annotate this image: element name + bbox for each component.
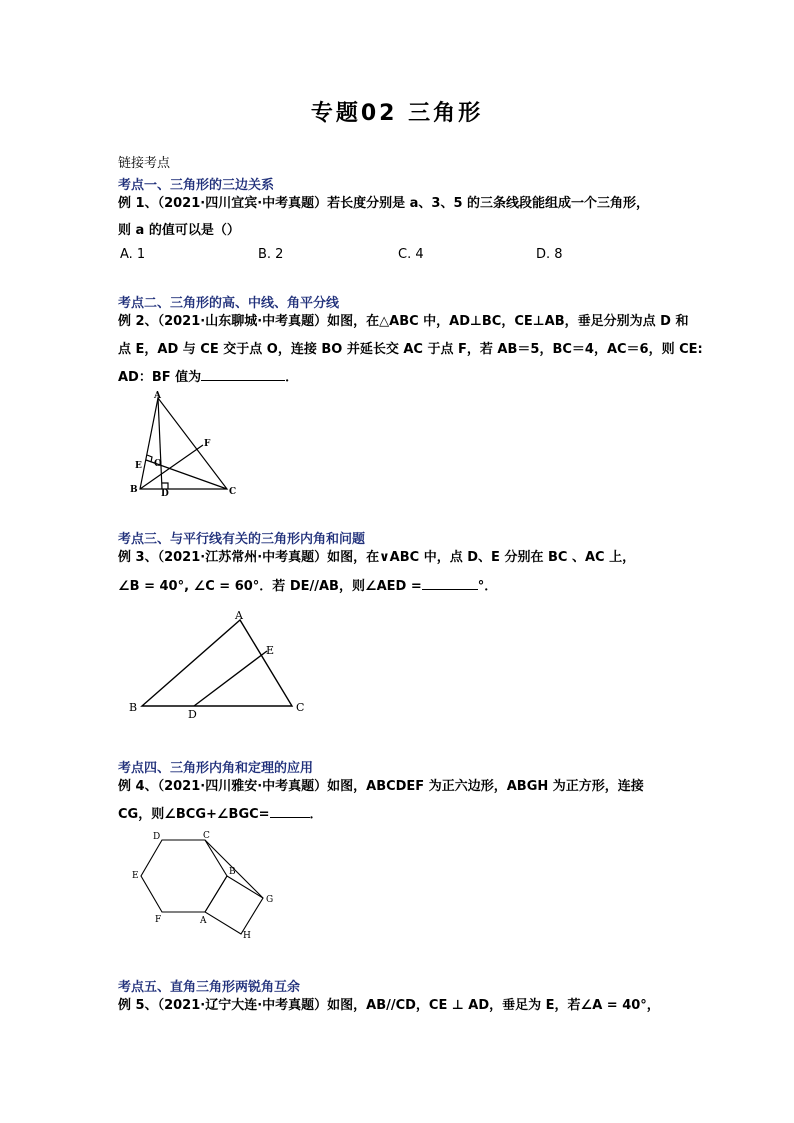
example-2-line3-text: AD：BF 值为 [118,370,202,385]
label-b: B [130,485,138,495]
section-2-heading: 考点二、三角形的高、中线、角平分线 [118,296,340,311]
label-e-3: E [266,644,275,657]
label-d: D [161,489,169,499]
label-d-4: D [153,832,161,842]
intro-label: 链接考点 [118,156,171,171]
section-1-heading: 考点一、三角形的三边关系 [118,178,275,193]
label-c-3: C [296,701,305,714]
segment-bf [140,445,203,489]
label-f: F [204,439,211,449]
example-4-line2 [118,803,323,822]
hexagon-figure-4 [124,826,284,942]
label-d-3: D [188,708,197,720]
label-c: C [229,487,237,497]
label-a-3: A [235,609,243,622]
section-3-heading: 考点三、与平行线有关的三角形内角和问题 [118,532,366,547]
example-2-line1: 例 2、（2021·山东聊城·中考真题）如图，在△ABC 中，AD⊥BC，CE⊥AB，垂足分别为点 D 和 [118,314,689,329]
triangle-figure-3 [124,608,314,720]
label-a-4: A [200,916,207,926]
example-2-line3 [118,366,298,385]
answer-blank-4[interactable] [270,805,310,818]
label-e: E [135,461,142,471]
triangle-figure-2 [118,388,248,500]
example-3-line1: 例 3、（2021·江苏常州·中考真题）如图，在∨ABC 中，点 D、E 分别在 BC 、AC 上， [118,550,636,565]
section-5-heading: 考点五、直角三角形两锐角互余 [118,980,301,995]
label-c-4: C [203,831,210,841]
page-title: 专题02 三角形 [310,101,484,126]
example-3-line2-end: °． [477,579,498,594]
label-f-4: F [155,915,162,925]
example-4-line2-end: ． [309,807,323,822]
example-1-line2: 则 a 的值可以是（） [118,223,240,238]
label-e-4: E [132,871,139,881]
answer-blank-3[interactable] [422,577,478,590]
option-b: B. 2 [258,247,284,262]
label-b-4: B [229,867,236,877]
label-g-4: G [266,895,274,905]
example-3-line2-text: ∠B = 40°, ∠C = 60°．若 DE//AB，则∠AED = [118,579,422,594]
example-2-line2: 点 E，AD 与 CE 交于点 O，连接 BO 并延长交 AC 于点 F，若 AB＝5，BC＝4，AC＝6，则 CE: [118,342,703,357]
segment-de [194,651,267,706]
square-abgh [205,876,263,934]
example-3-line2 [118,575,497,594]
triangle-abc [140,398,227,489]
hexagon-abcdef [141,840,227,912]
label-o: O [154,459,162,469]
example-4-line1: 例 4、（2021·四川雅安·中考真题）如图，ABCDEF 为正六边形，ABGH 为正方形，连接 [118,779,644,794]
example-1-line1: 例 1、（2021·四川宜宾·中考真题）若长度分别是 a、3、5 的三条线段能组成一个三角形， [118,196,650,211]
example-2-line3-end: ． [285,370,299,385]
triangle-abc-3 [142,620,292,706]
answer-blank-2[interactable] [201,368,285,381]
label-b-3: B [129,701,138,714]
label-a: A [154,391,161,401]
option-d: D. 8 [536,247,563,262]
label-h-4: H [243,931,251,941]
section-4-heading: 考点四、三角形内角和定理的应用 [118,761,314,776]
example-4-line2-text: CG，则∠BCG+∠BGC= [118,807,270,822]
example-5-line1: 例 5、（2021·辽宁大连·中考真题）如图，AB//CD，CE ⊥ AD，垂足为 E，若∠A = 40°， [118,998,660,1013]
option-c: C. 4 [398,247,424,262]
option-a: A. 1 [120,247,146,262]
